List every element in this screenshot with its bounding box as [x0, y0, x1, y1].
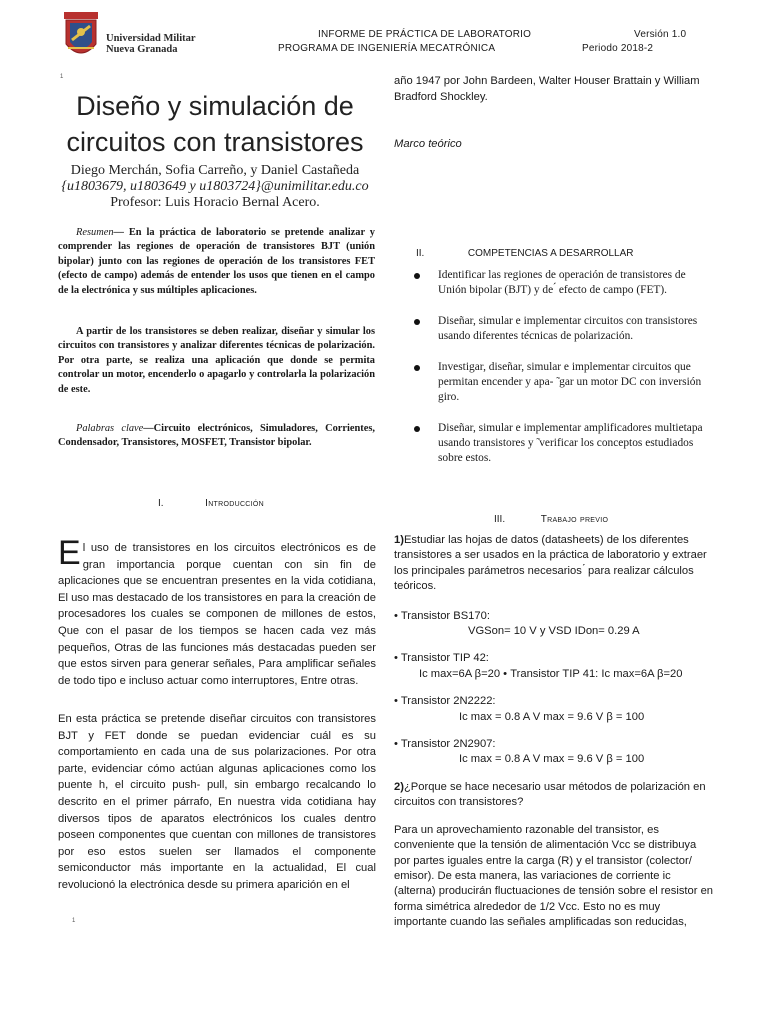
abstract-paragraph-2 — [58, 325, 375, 397]
author-block — [50, 163, 380, 211]
section-number-competencias: II. — [416, 248, 425, 259]
abstract-label: Resumen — [76, 227, 114, 238]
paper-title — [60, 88, 370, 160]
keywords-text: —Circuito electrónicos, Simuladores, Corrientes, Condensador, Transistores, MOSFET, Transistor bipolar. — [58, 423, 375, 449]
question-2: 2)¿Porque se hace necesario usar métodos de polarización en circuitos con transistores? — [394, 780, 706, 809]
university-name-line2: Nueva Granada — [106, 44, 178, 55]
question-1: 1)Estudiar las hojas de datos (datasheets) de los diferentes transistores a ser usados en la práctica de laboratorio y extraer los principales parámetros necesarios ́ para realizar cálculos teóricos. — [394, 534, 707, 593]
section-title-competencias: COMPETENCIAS A DESARROLLAR — [467, 248, 634, 259]
author-emails: {u1803679, u1803649 y u1803724}@unimilitar.edu.co — [61, 179, 369, 194]
marco-teorico-heading: Marco teórico — [394, 138, 462, 150]
bullet-icon — [414, 319, 420, 325]
bullet-icon — [414, 365, 420, 371]
report-title: INFORME DE PRÁCTICA DE LABORATORIO — [318, 29, 532, 40]
abstract-text-2: A partir de los transistores se deben realizar, diseñar y simular los circuitos con transistores y analizar diferentes técnicas de polarización. Por otra parte, se realiza una aplicación que donde se permita controlar un motor, encenderlo o apagarlo y controlarla la polarización de este. — [58, 326, 375, 395]
university-name-line1: Universidad Militar — [106, 33, 196, 44]
transistor-bs170: • Transistor BS170: — [394, 609, 490, 622]
list-item: Diseñar, simular e implementar circuitos con transistores usando diferentes técnicas de polarización. — [414, 314, 714, 344]
history-continuation: año 1947 por John Bardeen, Walter Houser Brattain y William Bradford Shockley. — [394, 75, 700, 103]
program-name: PROGRAMA DE INGENIERÍA MECATRÓNICA — [278, 43, 496, 54]
list-item: Identificar las regiones de operación de transistores de Unión bipolar (BJT) y de ́ efecto de campo (FET). — [414, 268, 714, 298]
transistor-tip42-values: Ic max=6A β=20 • Transistor TIP 41: Ic max=6A β=20 — [419, 667, 683, 680]
list-item: Investigar, diseñar, simular e implementar circuitos que permitan encender y apa- ̃ gar un motor DC con inversión giro. — [414, 360, 714, 405]
section-number-trabajo: III. — [494, 514, 506, 525]
university-logo — [44, 10, 204, 66]
abstract-text-1: — En la práctica de laboratorio se pretende analizar y comprender las regiones de operación de transistores BJT (unión bipolar) junto con las regiones de operación de los transistores FET (efecto de campo) además de entender los usos que tienen en el campo de la electrónica y sus múltiples aplicaciones. — [58, 227, 375, 296]
keywords-paragraph — [58, 422, 375, 451]
section-number-intro: I. — [158, 498, 164, 509]
paper-title-line1: Diseño y simulación de — [76, 91, 354, 121]
period-label: Periodo 2018-2 — [582, 43, 654, 54]
section-title-trabajo: Trabajo previo — [540, 514, 609, 525]
authors: Diego Merchán, Sofia Carreño, y Daniel Castañeda — [70, 163, 360, 178]
answer-2: Para un aprovechamiento razonable del transistor, es conveniente que la tensión de alimentación Vcc se distribuya por partes iguales entre la carga (R) y el transistor (colector/ emisor). De esta manera, las variaciones de corriente ic (alterna) producirán fluctuaciones de tensión sobre el resistor en forma simétrica alrededor de 1/2 Vcc. Esto no es muy importante cuando las señales amplificadas son reducidas, — [394, 823, 714, 929]
section-heading-intro — [158, 498, 264, 509]
transistor-2n2222: • Transistor 2N2222: — [394, 695, 496, 708]
transistor-2n2907-values: Ic max = 0.8 A V max = 9.6 V β = 100 — [459, 753, 645, 766]
abstract-paragraph-1 — [58, 226, 375, 298]
version-label: Versión 1.0 — [634, 29, 687, 40]
transistor-2n2907: • Transistor 2N2907: — [394, 738, 496, 751]
margin-mark: 1 — [60, 74, 64, 80]
transistor-2n2222-values: Ic max = 0.8 A V max = 9.6 V β = 100 — [459, 710, 645, 723]
transistor-tip42: • Transistor TIP 42: — [394, 652, 489, 665]
intro-text-1: l uso de transistores en los circuitos electrónicos es de gran importancia porque cuentan con sin fin de aplicaciones que se encuentran presentes en la vida cotidiana, El uso mas destacado de los transistores en para la creación de procesadores los cuales se componen de millones de estos, Que con el pasar de los tiempos se hacen cada vez más pequeños, Otras de las funciones más destacadas pueden ser que estos sirven para generar señales, Para amplificar señales de todo tipo e incluso actuar como interruptores, Entre otras. — [58, 542, 376, 687]
professor: Profesor: Luis Horacio Bernal Acero. — [110, 195, 320, 210]
intro-paragraph-1 — [58, 534, 376, 689]
intro-paragraph-2 — [58, 711, 376, 894]
margin-mark: 1 — [72, 918, 76, 924]
section-heading-competencias — [416, 248, 634, 259]
paper-title-line2: circuitos con transistores — [66, 127, 364, 157]
keywords-label: Palabras clave — [76, 423, 144, 434]
trabajo-previo-content — [394, 533, 714, 940]
section-heading-trabajo — [494, 514, 608, 525]
bullet-icon — [414, 273, 420, 279]
intro-text-2: En esta práctica se pretende diseñar circuitos con transistores BJT y FET donde se puedan evidenciar cuál es su comportamiento en cada una de sus polarizaciones. Por otra parte, evidenciar cómo actúan algunas aplicaciones como los puente h, el circuito push- pull, sin embargo recalcando lo descrito en el primer párrafo, En nuestra vida cotidiana hay diversos tipos de aparatos electrónicos los cuales dentro poseen componentes que cuentan con millones de transistores por eso estos suelen ser llamados el componente semiconductor más importante en la actualidad, El cual revolucionó la electrónica desde su primera aparición en el — [58, 713, 376, 891]
bullet-icon — [414, 426, 420, 432]
section-title-intro: Introducción — [205, 498, 264, 509]
list-item: Diseñar, simular e implementar amplificadores multietapa usando transistores y ̃ verificar los conceptos estudiados sobre estos. — [414, 421, 714, 466]
transistor-bs170-values: VGSon= 10 V y VSD IDon= 0.29 A — [468, 625, 640, 638]
competencias-list — [414, 268, 714, 482]
drop-cap: E — [58, 534, 81, 572]
